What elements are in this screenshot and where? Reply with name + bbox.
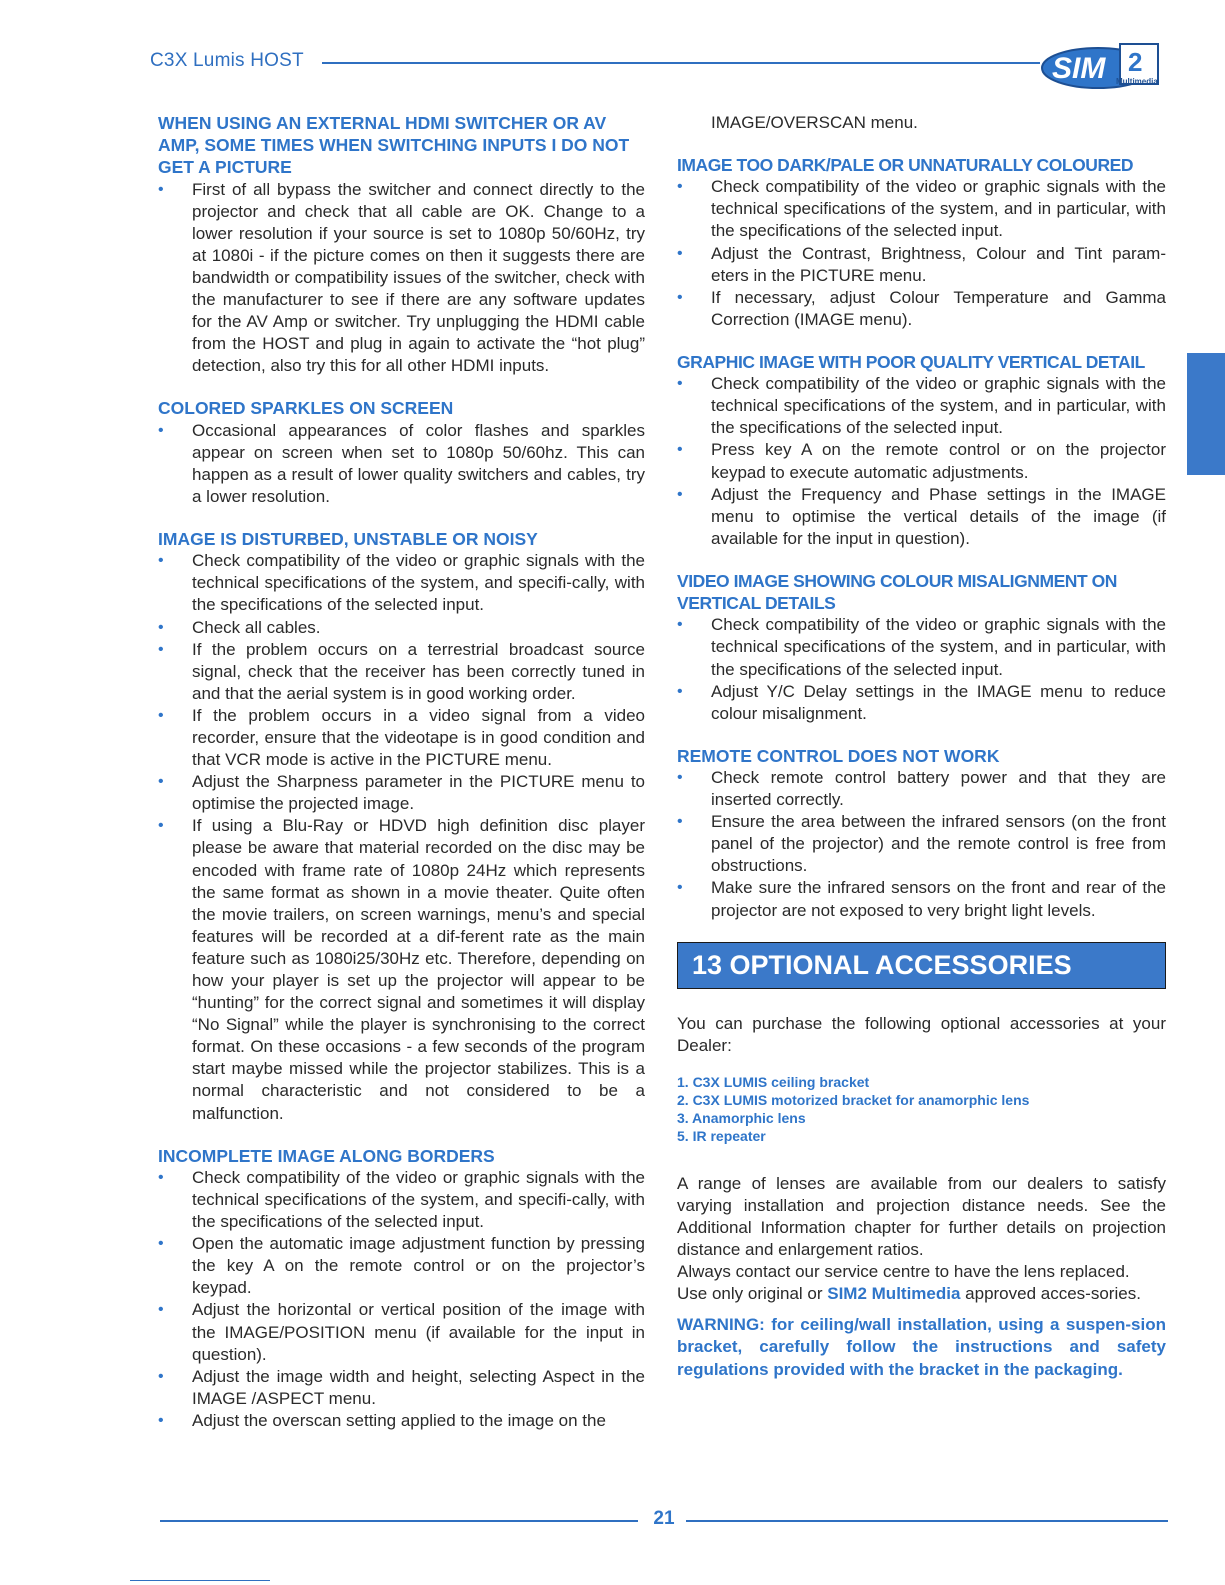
list-item: • Adjust the Frequency and Phase settings in the IMAGE menu to optimise the vertical details of the image (if available for the input in question). — [677, 484, 1166, 550]
list-item: • Adjust the Sharpness parameter in the PICTURE menu to optimise the projected image. — [158, 771, 645, 815]
svg-text:2: 2 — [1128, 47, 1143, 77]
svg-text:SIM: SIM — [1052, 52, 1106, 85]
left-column — [158, 112, 645, 1432]
list-incomplete-image — [158, 1167, 645, 1432]
list-item: • Make sure the infrared sensors on the front and rear of the projector are not exposed to very bright light levels. — [677, 877, 1166, 921]
heading-image-disturbed: IMAGE IS DISTURBED, UNSTABLE OR NOISY — [158, 529, 538, 550]
heading-incomplete-image: INCOMPLETE IMAGE ALONG BORDERS — [158, 1145, 495, 1166]
accessories-intro: You can purchase the following optional accessories at your Dealer: — [677, 1013, 1166, 1055]
warning-paragraph: WARNING: for ceiling/wall installation, using a suspen-sion bracket, carefully follow the instructions and safety regulations provided with the bracket in the packaging. — [677, 1315, 1166, 1379]
list-item: • Press key A on the remote control or on the projector keypad to execute automatic adjustments. — [677, 439, 1166, 483]
contact-paragraph: Always contact our service centre to have the lens replaced. — [677, 1262, 1130, 1282]
list-graphic-image — [677, 373, 1166, 550]
list-item: • Check compatibility of the video or graphic signals with the technical specifications of the system, and specifi-cally, with the specifications of the selected input. — [158, 1167, 645, 1233]
heading-hdmi-switcher: WHEN USING AN EXTERNAL HDMI SWITCHER OR AV AMP, SOME TIMES WHEN SWITCHING INPUTS I DO NOT GET A PICTURE — [158, 113, 630, 178]
list-item: • If the problem occurs on a terrestrial broadcast source signal, check that the receiver has been correctly tuned in and that the aerial system is in good working order. — [158, 639, 645, 705]
original-accessories-paragraph — [677, 1283, 1166, 1305]
list-item: • If the problem occurs in a video signal from a video recorder, ensure that the videotape is in good condition and that VCR mode is active in the PICTURE menu. — [158, 705, 645, 771]
list-item: • First of all bypass the switcher and connect directly to the projector and check that all cable are OK. Change to a lower resolution if your source is set to 1080p 50/60Hz, try at 1080i - if the picture comes on then it suggests there are bandwidth or compatibility issues of the switcher, check with the manufacturer to see if there are any software updates for the AV Amp or switcher. Try unplugging the HDMI cable from the HOST and plug in again to activate the “hot plug” detection, also try this for all other HDMI inputs. — [158, 179, 645, 378]
lenses-paragraph: A range of lenses are available from our dealers to satisfy varying installation and projection distance needs. See the Additional Information chapter for further details on projection distance and enlargement ratios. — [677, 1173, 1166, 1260]
list-item: • Adjust Y/C Delay settings in the IMAGE menu to reduce colour misalignment. — [677, 681, 1166, 725]
list-item: • Adjust the horizontal or vertical position of the image with the IMAGE/POSITION menu (if available for the input in question). — [158, 1299, 645, 1365]
list-item: 2. C3X LUMIS motorized bracket for anamorphic lens — [677, 1091, 1030, 1108]
footer-rule-left — [160, 1520, 638, 1522]
use-text-end: approved acces-sories. — [960, 1284, 1141, 1304]
list-item: 5. IR repeater — [677, 1127, 766, 1144]
list-item: • Ensure the area between the infrared sensors (on the front panel of the projector) and the remote control is free from obstructions. — [677, 811, 1166, 877]
list-item: • If using a Blu-Ray or HDVD high definition disc player please be aware that material recorded on the disc may be encoded with frame rate of 1080p 24Hz which represents the same format as shown in a movie theater. Quite often the movie trailers, on screen warnings, menu’s and special features will be recorded at a dif-ferent rate as the main feature such as 1080i25/30Hz etc. Therefore, depending on how your player is set up the projector will appear to be “hunting” for the correct signal and sometimes it will display “No Signal” while the player is synchronising to the correct format. On these occasions - a few seconds of the program start maybe missed while the projector stabilizes. This is a normal characteristic and not considered to be a malfunction. — [158, 815, 645, 1124]
footer-rule-right — [686, 1520, 1168, 1522]
brand-name: SIM2 Multimedia — [827, 1284, 961, 1304]
list-item: • Open the automatic image adjustment function by pressing the key A on the remote control or on the projector’s keypad. — [158, 1233, 645, 1299]
list-colour-misalignment — [677, 614, 1166, 724]
list-colored-sparkles — [158, 420, 645, 508]
list-item: • Check compatibility of the video or graphic signals with the technical specifications of the system, and in particular, with the specifications of the selected input. — [677, 614, 1166, 680]
list-item: • Adjust the image width and height, selecting Aspect in the IMAGE /ASPECT menu. — [158, 1366, 645, 1410]
chapter-side-tab — [1187, 353, 1225, 475]
list-item: • Adjust the Contrast, Brightness, Colour and Tint param-eters in the PICTURE menu. — [677, 243, 1166, 287]
sim2-logo — [1040, 38, 1164, 90]
list-item: • Adjust the overscan setting applied to the image on the — [158, 1410, 645, 1432]
right-column — [677, 112, 1166, 1381]
list-hdmi-switcher — [158, 179, 645, 378]
section-title-optional-accessories: 13 OPTIONAL ACCESSORIES — [677, 942, 1166, 989]
list-item: 1. C3X LUMIS ceiling bracket — [677, 1073, 870, 1090]
list-item: • Check compatibility of the video or graphic signals with the technical specifications of the system, and in particular, with the specifications of the selected input. — [677, 176, 1166, 242]
list-item: • Check remote control battery power and that they are inserted correctly. — [677, 767, 1166, 811]
bottom-underline — [130, 1580, 270, 1581]
accessories-list — [677, 1073, 1166, 1145]
document-header-title: C3X Lumis HOST — [150, 50, 304, 71]
list-remote-control — [677, 767, 1166, 922]
svg-text:Multimedia: Multimedia — [1116, 77, 1158, 86]
list-image-disturbed — [158, 550, 645, 1124]
list-item: • Check compatibility of the video or graphic signals with the technical specifications of the system, and in particular, with the specifications of the selected input. — [677, 373, 1166, 439]
list-item: • If necessary, adjust Colour Temperature and Gamma Correction (IMAGE menu). — [677, 287, 1166, 331]
list-item: • Occasional appearances of color flashes and sparkles appear on screen when set to 1080p 50/60hz. This can happen as a result of lower quality switchers and cables, try a lower resolution. — [158, 420, 645, 508]
heading-graphic-image: GRAPHIC IMAGE WITH POOR QUALITY VERTICAL DETAIL — [677, 351, 1145, 372]
list-item: • Check compatibility of the video or graphic signals with the technical specifications of the system, and specifi-cally, with the specifications of the selected input. — [158, 550, 645, 616]
continued-text: IMAGE/OVERSCAN menu. — [711, 113, 918, 132]
heading-colored-sparkles: COLORED SPARKLES ON SCREEN — [158, 398, 454, 419]
list-item: • Check all cables. — [158, 617, 645, 639]
heading-remote-control: REMOTE CONTROL DOES NOT WORK — [677, 745, 1000, 766]
list-item: 3. Anamorphic lens — [677, 1109, 806, 1126]
use-text: Use only original or — [677, 1284, 828, 1304]
header-rule — [322, 62, 1040, 64]
heading-colour-misalignment: VIDEO IMAGE SHOWING COLOUR MISALIGNMENT ON VERTICAL DETAILS — [677, 570, 1117, 614]
page-number: 21 — [653, 1508, 675, 1529]
list-image-too-dark — [677, 176, 1166, 331]
heading-image-too-dark: IMAGE TOO DARK/PALE OR UNNATURALLY COLOURED — [677, 155, 1134, 176]
